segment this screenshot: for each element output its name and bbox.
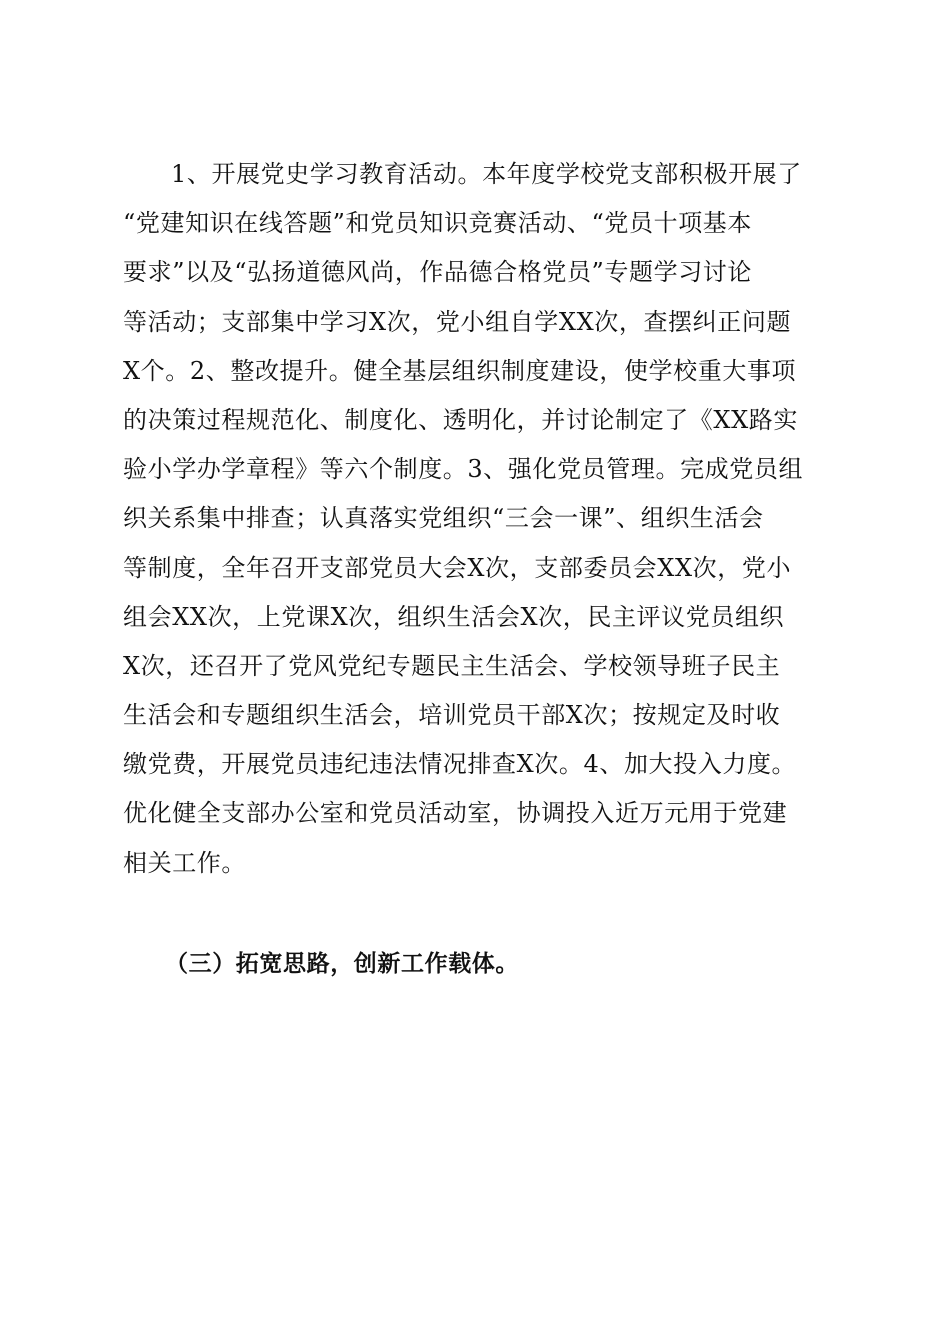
paragraph-line: 要求”以及“弘扬道德风尚，作品德合格党员”专题学习讨论 bbox=[123, 258, 753, 287]
paragraph-line: 的决策过程规范化、制度化、透明化，并讨论制定了《XX路实 bbox=[123, 405, 798, 434]
paragraph-line: 织关系集中排查；认真落实党组织“三会一课”、组织生活会 bbox=[123, 504, 764, 533]
paragraph-line: X次，还召开了党风党纪专题民主生活会、学校领导班子民主 bbox=[123, 651, 781, 680]
body-paragraph bbox=[123, 150, 828, 888]
paragraph-line: 缴党费，开展党员违纪违法情况排查X次。4、加大投入力度。 bbox=[123, 750, 797, 779]
paragraph-line: 相关工作。 bbox=[123, 848, 246, 877]
paragraph-line: 1、开展党史学习教育活动。本年度学校党支部积极开展了 bbox=[171, 160, 802, 188]
paragraph-line: 优化健全支部办公室和党员活动室，协调投入近万元用于党建 bbox=[123, 799, 788, 828]
paragraph-line: 组会XX次，上党课X次，组织生活会X次，民主评议党员组织 bbox=[123, 602, 785, 631]
paragraph-line: 等制度，全年召开支部党员大会X次，支部委员会XX次，党小 bbox=[123, 553, 792, 582]
paragraph-line: 等活动；支部集中学习X次，党小组自学XX次，查摆纠正问题 bbox=[123, 307, 792, 336]
paragraph-line: 验小学办学章程》等六个制度。3、强化党员管理。完成党员组 bbox=[123, 455, 804, 484]
paragraph-line: 生活会和专题组织生活会，培训党员干部X次；按规定及时收 bbox=[123, 701, 781, 730]
section-heading: （三）拓宽思路，创新工作载体。 bbox=[165, 951, 519, 977]
paragraph-line: X个。2、整改提升。健全基层组织制度建设，使学校重大事项 bbox=[123, 356, 797, 385]
paragraph-line: “党建知识在线答题”和党员知识竞赛活动、“党员十项基本 bbox=[123, 209, 753, 238]
